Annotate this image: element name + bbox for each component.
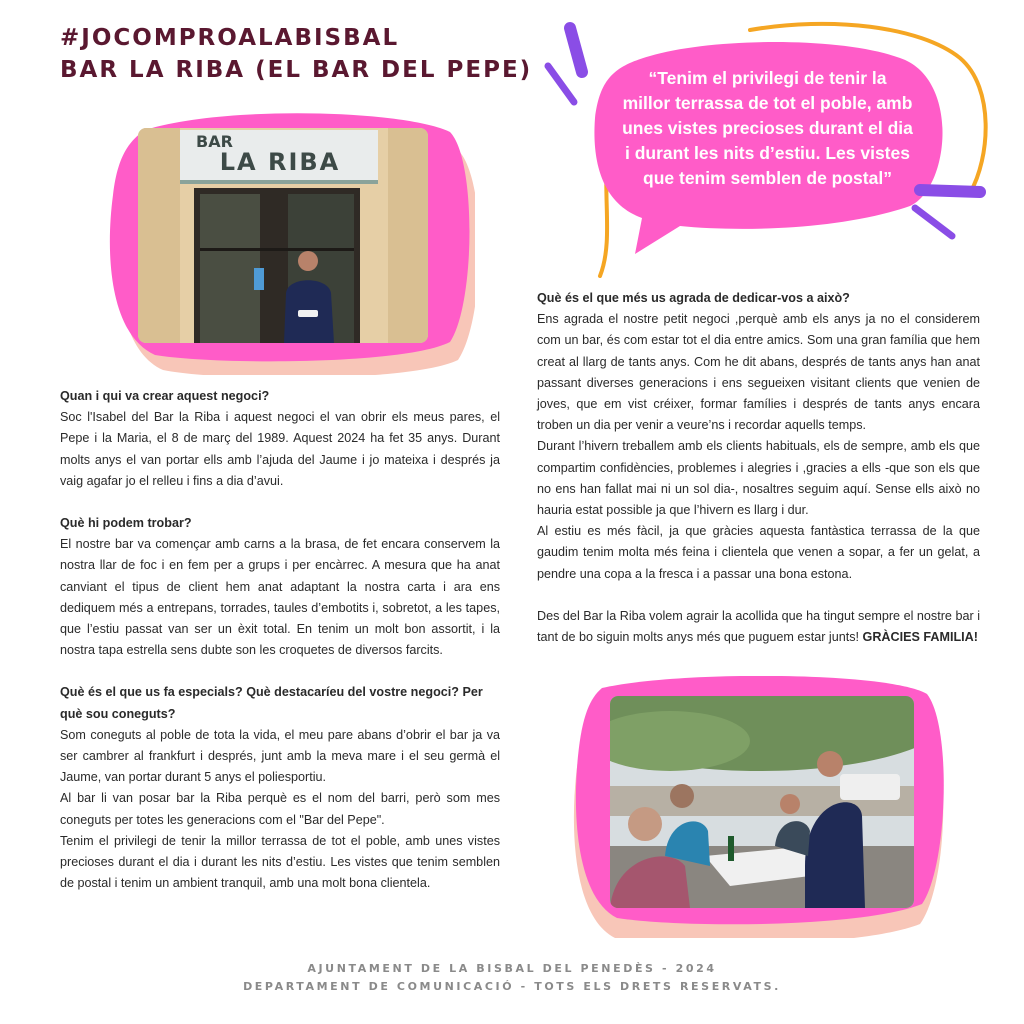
quote-line: unes vistes precioses durant el dia — [622, 118, 913, 138]
footer-line-1: AJUNTAMENT DE LA BISBAL DEL PENEDÈS - 2024 — [307, 962, 717, 975]
photo-bar-entrance-frame — [105, 110, 475, 375]
photo-terrace-frame — [572, 676, 952, 938]
answer-paragraph: Soc l'Isabel del Bar la Riba i aquest negoci el van obrir els meus pares, el Pepe i la Maria, el 8 de març del 1989. Aquest 2024 ha fet 35 anys. Durant molts anys el van portar ells amb l’ajuda del Jaume i jo mateixa i després ja vaig agafar jo el relleu i fins a dia d’avui. — [60, 410, 500, 488]
closing-thanks: GRÀCIES FAMILIA! — [862, 630, 978, 645]
quote-line: millor terrassa de tot el poble, amb — [622, 93, 913, 113]
quote-text — [610, 66, 925, 191]
question-heading: Què és el que més us agrada de dedicar-vos a això? — [537, 291, 850, 305]
question-heading: Què hi podem trobar? — [60, 516, 192, 531]
title-hashtag: #JOCOMPROALABISBAL — [60, 25, 400, 51]
answer-paragraph: Al estiu es més fàcil, ja que gràcies aquesta fantàstica terrassa de la que gaudim tenim molta més feina i clientela que venen a sopar, a fer un gelat, a pendre una copa a la fresca i a passar una bona estona. — [537, 524, 980, 581]
answer-paragraph: Durant l’hivern treballem amb els clients habituals, els de sempre, amb els que compartim confidències, problemes i alegries i ,gracies a ells -que son els que no ens han fallat mai ni un sol dia-, nosaltres seguim aquí. Sense ells això no hauria estat possible ja que l’hivern es llarg i dur. — [537, 439, 980, 518]
closing-text: Des del Bar la Riba volem agrair la acollida que ha tingut sempre el nostre bar i tant de bo siguin molts anys més que puguem estar junts! — [537, 608, 980, 645]
photo-terrace — [610, 696, 914, 908]
quote-line: “Tenim el privilegi de tenir la — [648, 68, 887, 88]
closing-paragraph — [537, 606, 980, 648]
answer-paragraph: Tenim el privilegi de tenir la millor terrassa de tot el poble, amb unes vistes precioses durant el dia i durant les nits d’estiu. Les vistes que tenim semblen de postal i tenim un ambient tranquil, amb una molt bona clientela. — [60, 833, 500, 891]
footer-line-2: DEPARTAMENT DE COMUNICACIÓ - TOTS ELS DRETS RESERVATS. — [243, 980, 781, 993]
left-column — [60, 386, 500, 894]
answer-paragraph: Som coneguts al poble de tota la vida, el meu pare abans d’obrir el bar ja va ser cambrer al frankfurt i després, junt amb la meva mare i el seu germà el Jaume, van portar durant 5 anys el poliesportiu. — [60, 727, 500, 785]
question-heading: Quan i qui va crear aquest negoci? — [60, 389, 270, 403]
quote-line: i durant les nits d’estiu. Les vistes — [625, 143, 910, 163]
photo-bar-entrance — [138, 128, 428, 343]
quote-bubble — [540, 18, 1010, 278]
question-heading: Què és el que us fa especials? Què destacaríeu del vostre negoci? Per què sou coneguts? — [60, 685, 483, 721]
right-column — [537, 288, 980, 648]
sign-line-1: BAR — [196, 132, 233, 151]
answer-paragraph: Al bar li van posar bar la Riba perquè es el nom del barri, però som mes coneguts per totes les generacions com el "Bar del Pepe". — [60, 791, 500, 827]
sign-line-2: LA RIBA — [219, 148, 341, 176]
answer-paragraph: Ens agrada el nostre petit negoci ,perquè amb els anys ja no el considerem com un bar, és com estar tot el dia entre amics. Som una gran família que hem creat al llarg de tants anys. Com he dit abans, després de tants anys han anat passant diverses generacions i ens segueixen visitant clients que venien de joves, que em vist créixer, formar famílies i després de tants anys encara troben un dia per venir a veure’ns i recordar aquells temps. — [537, 312, 980, 433]
answer-paragraph: El nostre bar va començar amb carns a la brasa, de fet encara conservem la nostra llar de foc i en fem per a grups i per encàrrec. A mesura que ha anat canviant el tipus de client hem anat adaptant la nostra carta i ara ens dediquem més a entrepans, torrades, taules d’embotits i, sobretot, a les tapes, que l’estiu passat van ser un èxit total. En tenim un molt bon assortit, i la nostra tapa estrella sens dubte son les croquetes de diversos farcits. — [60, 537, 500, 658]
page-title — [60, 22, 532, 86]
sign-text — [182, 132, 378, 176]
title-business: BAR LA RIBA (EL BAR DEL PEPE) — [60, 57, 533, 83]
quote-line: que tenim semblen de postal” — [643, 168, 892, 188]
